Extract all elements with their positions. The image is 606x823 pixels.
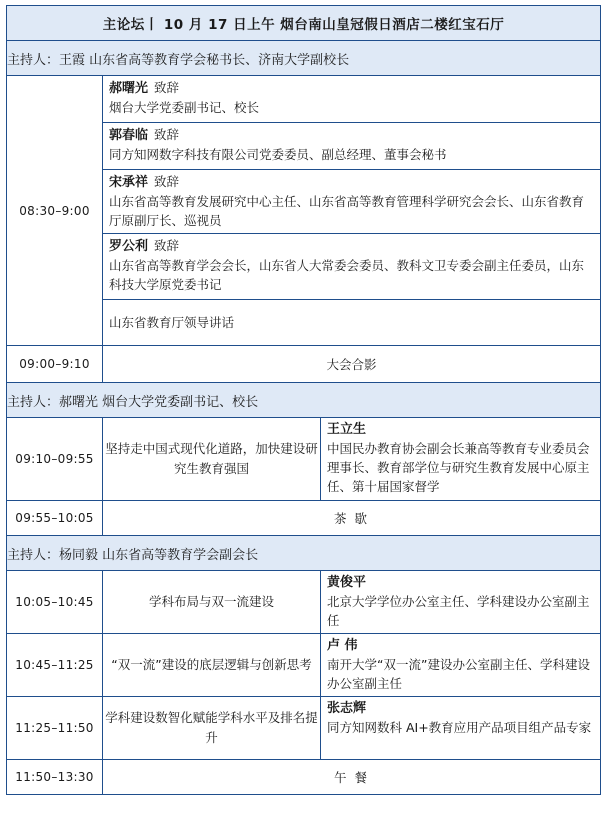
opening-row bbox=[7, 76, 601, 346]
speaker-role: 致辞 bbox=[154, 80, 180, 95]
speaker-block bbox=[103, 233, 600, 299]
speaker-name: 王立生 bbox=[327, 422, 367, 437]
host-row bbox=[7, 41, 601, 76]
talk-row bbox=[7, 571, 601, 634]
speaker-desc: 山东省高等教育发展研究中心主任、山东省高等教育管理科学研究会会长、山东省教育厅原副厅长、巡视员 bbox=[109, 194, 585, 228]
session-time: 11:50–13:30 bbox=[7, 760, 103, 795]
speaker-block bbox=[321, 418, 600, 499]
session-time: 08:30–9:00 bbox=[7, 76, 103, 346]
talk-speaker bbox=[321, 571, 601, 634]
speaker-role: 致辞 bbox=[154, 174, 180, 189]
host-text: 主持人：郝曙光 烟台大学党委副书记、校长 bbox=[7, 383, 601, 418]
tea-row bbox=[7, 501, 601, 536]
closing-speech bbox=[103, 299, 600, 345]
talk-speaker bbox=[321, 634, 601, 697]
session-time: 09:00–9:10 bbox=[7, 346, 103, 383]
photo-text: 大会合影 bbox=[103, 346, 601, 383]
speaker-desc: 山东省高等教育学会会长，山东省人大常委会委员、教科文卫专委会副主任委员，山东科技大学原党委书记 bbox=[109, 258, 585, 292]
host-row bbox=[7, 536, 601, 571]
host-text: 主持人：王霞 山东省高等教育学会秘书长、济南大学副校长 bbox=[7, 41, 601, 76]
host-text: 主持人：杨同毅 山东省高等教育学会副会长 bbox=[7, 536, 601, 571]
speaker-desc: 北京大学学位办公室主任、学科建设办公室副主任 bbox=[327, 594, 590, 628]
session-time: 09:10–09:55 bbox=[7, 418, 103, 501]
speaker-name: 张志辉 bbox=[327, 701, 367, 716]
speaker-name: 宋承祥 bbox=[109, 175, 149, 190]
speaker-name: 郭春临 bbox=[109, 128, 149, 143]
speaker-name: 郝曙光 bbox=[109, 81, 149, 96]
forum-title: 主论坛丨 10 月 17 日上午 烟台南山皇冠假日酒店二楼红宝石厅 bbox=[7, 6, 601, 41]
speaker-block bbox=[321, 634, 600, 696]
speaker-desc: 烟台大学党委副书记、校长 bbox=[109, 100, 260, 115]
talk-row bbox=[7, 634, 601, 697]
host-row bbox=[7, 383, 601, 418]
speaker-name: 罗公利 bbox=[109, 239, 149, 254]
session-time: 11:25–11:50 bbox=[7, 697, 103, 760]
speaker-role: 致辞 bbox=[154, 127, 180, 142]
session-time: 09:55–10:05 bbox=[7, 501, 103, 536]
talk-row bbox=[7, 418, 601, 501]
speaker-block bbox=[321, 697, 600, 740]
session-time: 10:05–10:45 bbox=[7, 571, 103, 634]
speaker-role: 致辞 bbox=[154, 238, 180, 253]
talk-speaker bbox=[321, 418, 601, 501]
talk-row bbox=[7, 697, 601, 760]
speaker-block bbox=[321, 571, 600, 633]
tea-text: 茶 歇 bbox=[103, 501, 601, 536]
talk-topic: 坚持走中国式现代化道路，加快建设研究生教育强国 bbox=[103, 418, 321, 501]
speaker-block bbox=[103, 169, 600, 233]
title-row bbox=[7, 6, 601, 41]
talk-speaker bbox=[321, 697, 601, 760]
agenda-table bbox=[6, 5, 601, 795]
opening-speakers bbox=[103, 76, 601, 346]
talk-topic: 学科布局与双一流建设 bbox=[103, 571, 321, 634]
speaker-block bbox=[103, 76, 600, 122]
closing-speech-text: 山东省教育厅领导讲话 bbox=[109, 314, 235, 330]
photo-row bbox=[7, 346, 601, 383]
speaker-desc: 同方知网数科 AI+教育应用产品项目组产品专家 bbox=[327, 720, 592, 735]
speaker-block bbox=[103, 122, 600, 169]
speaker-desc: 中国民办教育协会副会长兼高等教育专业委员会理事长、教育部学位与研究生教育发展中心原主任、第十届国家督学 bbox=[327, 441, 590, 494]
talk-topic: 学科建设数智化赋能学科水平及排名提升 bbox=[103, 697, 321, 760]
speaker-desc: 南开大学“双一流”建设办公室副主任、学科建设办公室副主任 bbox=[327, 657, 590, 691]
lunch-text: 午 餐 bbox=[103, 760, 601, 795]
session-time: 10:45–11:25 bbox=[7, 634, 103, 697]
lunch-row bbox=[7, 760, 601, 795]
talk-topic: “双一流”建设的底层逻辑与创新思考 bbox=[103, 634, 321, 697]
speaker-name: 黄俊平 bbox=[327, 575, 367, 590]
speaker-desc: 同方知网数字科技有限公司党委委员、副总经理、董事会秘书 bbox=[109, 147, 447, 162]
speaker-name: 卢 伟 bbox=[327, 638, 358, 653]
